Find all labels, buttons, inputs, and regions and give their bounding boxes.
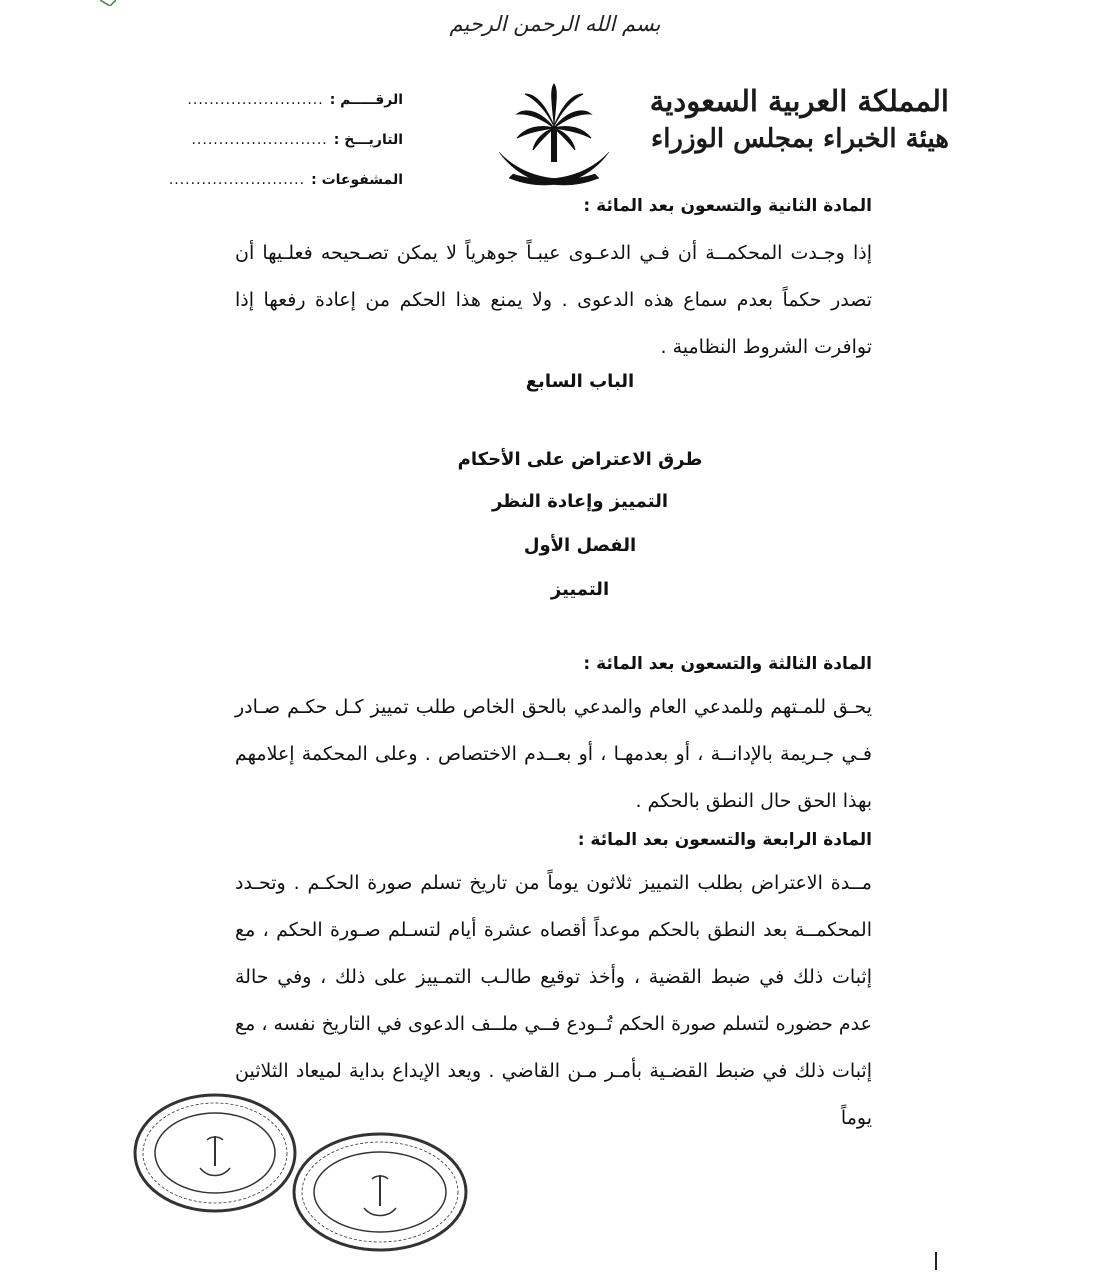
ref-attachments-label: المشفوعات : <box>311 172 403 188</box>
ref-date-row <box>163 120 403 160</box>
corner-mark <box>100 0 116 6</box>
article-193-text: يحـق للمـتهم وللمدعي العام والمدعي بالحق الخاص طلب تمييز كـل حكـم صـادر فـي جـريمة بالإدانــة ، أو بعدمهـا ، أو بعــدم الاختصاص . وعلى المحكمة إعلامهم بهذا الحق حال النطق بالحكم . <box>235 696 872 812</box>
official-seal-stamp-2 <box>288 1130 473 1255</box>
edge-mark <box>935 1252 937 1270</box>
chapter-heading: الباب السابع <box>525 371 635 392</box>
reference-fields <box>163 80 403 200</box>
article-192-text: إذا وجـدت المحكمــة أن فـي الدعـوى عيبـاً جوهرياً لا يمكن تصـحيحه فعلـيها أن تصدر حكماً بعدم سماع هذه الدعوى . ولا يمنع هذا الحكم من إعادة رفعها إذا توافرت الشروط النظامية . <box>235 242 872 358</box>
ref-number-label: الرقـــــم : <box>329 92 403 108</box>
article-194-text: مــدة الاعتراض بطلب التمييز ثلاثون يوماً من تاريخ تسلم صورة الحكـم . وتحـدد المحكمــة بعد النطق بالحكم موعداً أقصاه عشرة أيام لتسـلم صـورة الحكم ، مع إثبات ذلك في ضبط القضية ، وأخذ توقيع طالـب التمـييز على ذلك ، وفي حالة عدم حضوره لتسلم صورة الحكم تُــودع فــي ملــف الدعوى في التاريخ نفسه ، مع إثبات ذلك في ضبط القضـية بأمـر مـن القاضي . ويعد الإيداع بداية لميعاد الثلاثين يوماً <box>235 872 872 1129</box>
agency-name: هيئة الخبراء بمجلس الوزراء <box>650 124 949 154</box>
official-seal-stamp-1 <box>128 1088 303 1218</box>
part-heading: الفصل الأول <box>523 535 637 556</box>
chapter-subtitle: التمييز وإعادة النظر <box>491 491 669 512</box>
article-194-title: المادة الرابعة والتسعون بعد المائة : <box>577 830 872 850</box>
chapter-title: طرق الاعتراض على الأحكام <box>457 449 703 470</box>
ref-number-blank: ......................... <box>187 92 324 108</box>
basmala: بسم الله الرحمن الرحيم <box>449 12 661 36</box>
article-193-title: المادة الثالثة والتسعون بعد المائة : <box>583 654 872 674</box>
ref-attachments-blank: ......................... <box>168 172 306 188</box>
kingdom-name: المملكة العربية السعودية <box>649 84 949 118</box>
article-192-title: المادة الثانية والتسعون بعد المائة : <box>583 196 872 216</box>
ref-date-label: التاريـــخ : <box>333 132 403 148</box>
ref-number-row <box>163 80 403 120</box>
palm-swords-emblem-icon <box>495 80 613 200</box>
letterhead-title <box>619 82 949 158</box>
ref-date-blank: ......................... <box>191 132 328 148</box>
part-title: التمييز <box>550 579 610 600</box>
